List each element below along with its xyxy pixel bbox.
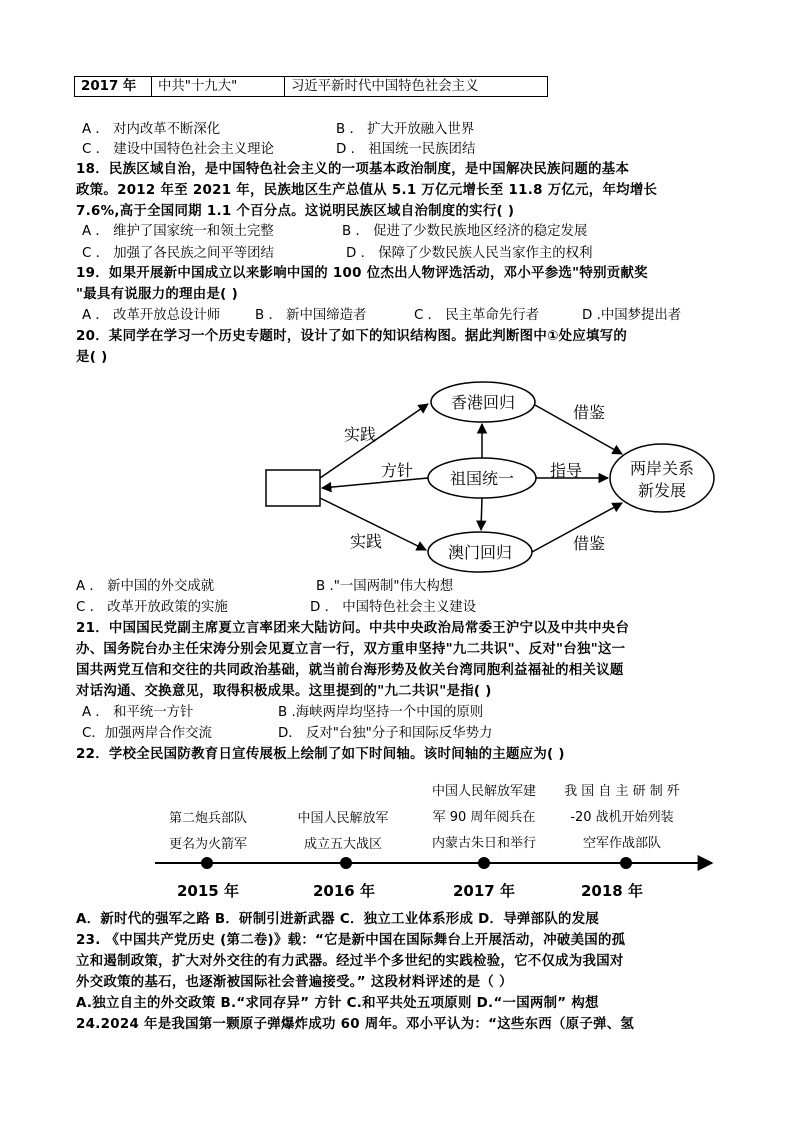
q20-option-b: B ."一国两制"伟大构想	[316, 579, 454, 594]
q17-option-d: D ． 祖国统一民族团结	[336, 142, 476, 157]
q18-stem-line-2: 政策。2012 年至 2021 年，民族地区生产总值从 5.1 万亿元增长至 11.8 万亿元，年均增长	[76, 183, 658, 198]
q18-option-c: C ． 加强了各民族之间平等团结	[82, 246, 274, 261]
timeline-event-2018-line-2: -20 战机开始列装	[570, 810, 674, 825]
timeline-event-2017-line-2: 军 90 周年阅兵在	[432, 810, 536, 825]
reference-top-label: 借鉴	[572, 403, 606, 422]
q17-option-c: C ． 建设中国特色社会主义理论	[82, 142, 274, 157]
policy-label: 方针	[380, 461, 414, 480]
table-cell-event: 中共"十九大"	[152, 77, 285, 97]
reference-bottom-label: 借鉴	[572, 534, 606, 553]
q17-option-b: B ． 扩大开放融入世界	[336, 122, 475, 137]
q21-stem-line-4: 对话沟通、交换意见，取得积极成果。这里提到的"九二共识"是指( )	[76, 684, 492, 699]
cross-strait-label-2: 新发展	[637, 481, 687, 500]
q22-stem: 22．学校全民国防教育日宣传展板上绘制了如下时间轴。该时间轴的主题应为( )	[76, 747, 565, 762]
practice-bottom-label: 实践	[349, 532, 383, 551]
q18-stem-line-1: 18．民族区域自治，是中国特色社会主义的一项基本政治制度，是中国解决民族问题的基本	[76, 162, 630, 177]
hongkong-label: 香港回归	[450, 393, 516, 412]
q18-option-d: D ． 保障了少数民族人民当家作主的权利	[346, 246, 593, 261]
q23-stem-line-1: 23. 《中国共产党历史 (第二卷)》载：“它是新中国在国际舞台上开展活动，冲破美国的孤	[76, 933, 626, 948]
q21-option-b: B .海峡两岸均坚持一个中国的原则	[278, 705, 484, 720]
q19-option-b: B ． 新中国缔造者	[255, 308, 367, 323]
q21-option-c: C．加强两岸合作交流	[82, 726, 212, 741]
table-cell-content: 习近平新时代中国特色社会主义	[285, 77, 548, 97]
guide-label: 指导	[549, 461, 583, 480]
q24-stem-line-1: 24.2024 年是我国第一颗原子弹爆炸成功 60 周年。邓小平认为：“这些东西（原子弹、氢	[76, 1017, 635, 1032]
timeline-year-2018: 2018 年	[581, 882, 643, 900]
timeline-event-2016-line-2: 成立五大战区	[303, 837, 383, 852]
q19-stem-line-1: 19．如果开展新中国成立以来影响中国的 100 位杰出人物评选活动，邓小平参选"特别贡献奖	[76, 266, 648, 281]
q23-stem-line-3: 外交政策的基石，也逐渐被国际社会普遍接受。” 这段材料评述的是（ ）	[76, 975, 513, 990]
q20-stem-line-1: 20．某同学在学习一个历史专题时，设计了如下的知识结构图。据此判断图中①处应填写的	[76, 329, 628, 344]
timeline-dot-2016	[340, 857, 352, 869]
q21-option-a: A ． 和平统一方针	[82, 705, 194, 720]
q18-option-b: B ． 促进了少数民族地区经济的稳定发展	[342, 224, 588, 239]
q23-options: A.独立自主的外交政策 B.“求同存异” 方针 C.和平共处五项原则 D.“一国两制” 构想	[76, 996, 599, 1011]
timeline-event-2017-line-3: 内蒙古朱日和举行	[431, 836, 537, 851]
timeline-event-2018-line-1: 我 国 自 主 研 制 歼	[564, 784, 680, 799]
q20-stem-line-2: 是( )	[76, 350, 108, 365]
timeline-dot-2018	[620, 857, 632, 869]
q21-stem-line-2: 办、国务院台办主任宋涛分别会见夏立言一行，双方重申坚持"九二共识"、反对"台独"这一	[76, 642, 626, 657]
q19-option-d: D .中国梦提出者	[582, 308, 682, 323]
q21-option-d: D． 反对"台独"分子和国际反华势力	[278, 726, 493, 741]
timeline-event-2016-line-1: 中国人民解放军	[297, 811, 389, 826]
q20-option-d: D ． 中国特色社会主义建设	[310, 600, 477, 615]
table-cell-year: 2017 年	[75, 77, 152, 97]
timeline-year-2016: 2016 年	[313, 882, 375, 900]
cross-strait-label-1: 两岸关系	[629, 459, 695, 478]
q19-option-c: C ． 民主革命先行者	[414, 308, 539, 323]
q21-stem-line-1: 21．中国国民党副主席夏立言率团来大陆访问。中共中央政治局常委王沪宁以及中共中央台	[76, 621, 630, 636]
q18-option-a: A ． 维护了国家统一和领土完整	[82, 224, 274, 239]
timeline-dot-2015	[201, 857, 213, 869]
timeline-event-2018-line-3: 空军作战部队	[582, 836, 662, 851]
q19-option-a: A ． 改革开放总设计师	[82, 308, 221, 323]
q20-option-c: C ． 改革开放政策的实施	[76, 600, 228, 615]
timeline-year-2017: 2017 年	[453, 882, 515, 900]
practice-top-label: 实践	[343, 425, 377, 444]
timeline-event-2017-line-1: 中国人民解放军建	[431, 784, 537, 799]
q19-stem-line-2: "最具有说服力的理由是( )	[76, 287, 238, 302]
q23-stem-line-2: 立和遏制政策，扩大对外交往的有力武器。经过半个多世纪的实践检验，它不仅成为我国对	[76, 954, 624, 969]
timeline-event-2015-line-2: 更名为火箭军	[168, 837, 248, 852]
q22-options: A．新时代的强军之路 B．研制引进新武器 C．独立工业体系形成 D．导弹部队的发展	[76, 912, 600, 927]
q17-option-a: A ． 对内改革不断深化	[82, 122, 221, 137]
macau-label: 澳门回归	[447, 543, 513, 562]
center-label: 祖国统一	[449, 469, 515, 488]
timeline-dot-2017	[478, 857, 490, 869]
timeline-year-2015: 2015 年	[177, 882, 239, 900]
q18-stem-line-3: 7.6%,高于全国同期 1.1 个百分点。这说明民族区域自治制度的实行( )	[76, 204, 515, 219]
q20-option-a: A ． 新中国的外交成就	[76, 579, 215, 594]
q21-stem-line-3: 国共两党互信和交往的共同政治基础，就当前台海形势及攸关台湾同胞利益福祉的相关议题	[76, 663, 624, 678]
timeline-event-2015-line-1: 第二炮兵部队	[168, 811, 248, 826]
